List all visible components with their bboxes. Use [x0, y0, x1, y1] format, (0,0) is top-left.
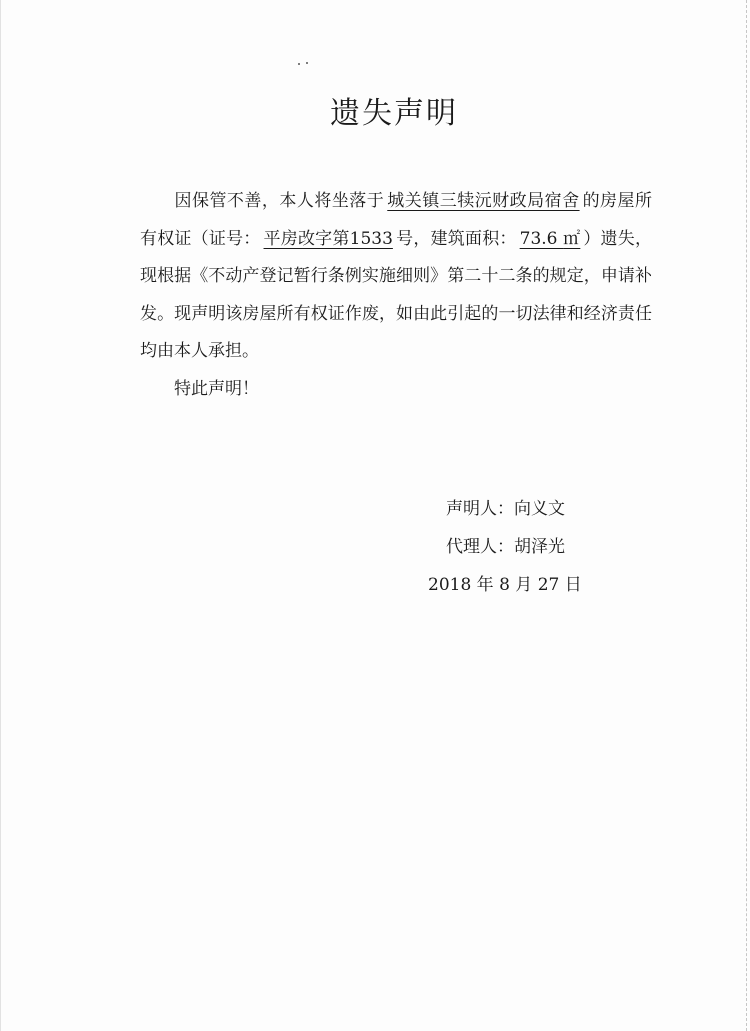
signature-block — [428, 490, 582, 604]
declarant-row — [428, 490, 582, 528]
text-after-cert: 号，建筑面积： — [395, 228, 517, 249]
agent-label: 代理人： — [446, 537, 514, 557]
declaration-date: 2018 年 8 月 27 日 — [428, 575, 582, 595]
declarant-label: 声明人： — [446, 499, 514, 519]
declaration-body — [140, 183, 652, 408]
declaration-paragraph — [140, 183, 652, 371]
page-title: 遗失声明 — [330, 96, 458, 131]
agent-row — [428, 528, 582, 566]
text-after-location: 的房屋所有权证（证号： — [140, 191, 653, 249]
building-area — [517, 229, 584, 249]
text-rest: ）遗失，现根据《不动产登记暂行条例实施细则》第二十二条的规定，申请补发。现声明该房屋所有权证作废，如由此引起的一切法律和经济责任均由本人承担。 — [140, 228, 652, 361]
building-area-unit: ㎡ — [563, 228, 581, 249]
scan-edge-right — [745, 0, 747, 1031]
property-location: 城关镇三犊沅财政局宿舍 — [387, 191, 580, 211]
text-before-location: 因保管不善，本人将坐落于 — [174, 191, 385, 211]
closing-statement: 特此声明！ — [174, 378, 259, 399]
agent-name: 胡泽光 — [514, 537, 565, 557]
certificate-number: 平房改字第1533 — [263, 228, 393, 249]
scan-speck — [306, 62, 308, 64]
building-area-value: 73.6 — [519, 228, 558, 249]
scan-speck — [298, 63, 300, 65]
scan-edge-left — [0, 0, 1, 1031]
declarant-name: 向义文 — [514, 499, 565, 519]
